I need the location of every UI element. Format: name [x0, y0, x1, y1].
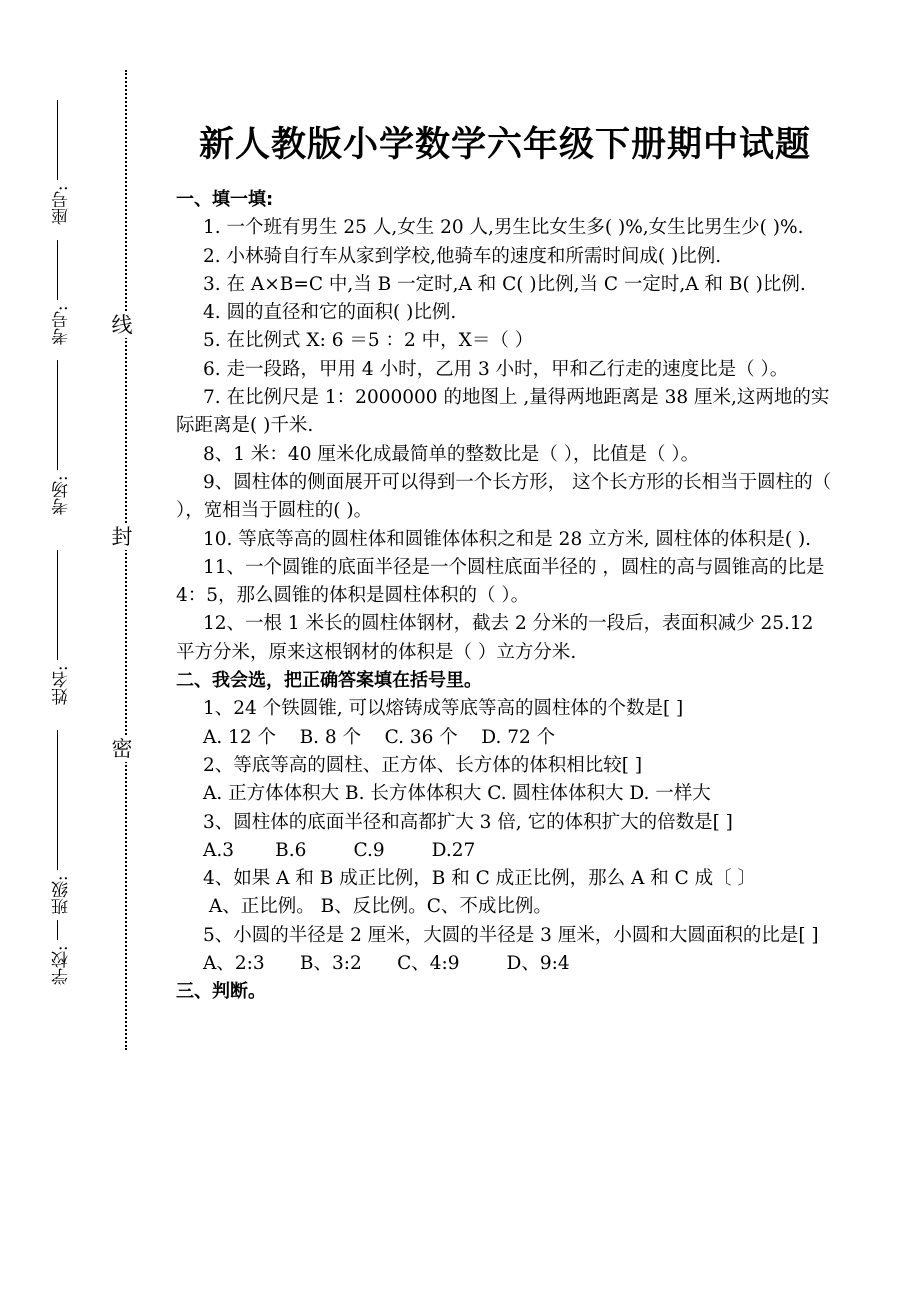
section-1-question-1: 1. 一个班有男生 25 人,女生 20 人,男生比女生多( )%,女生比男生少( )%. [203, 217, 804, 239]
section-1-question-4: 4. 圆的直径和它的面积( )比例. [203, 302, 457, 324]
section-2-question-3: 3、圆柱体的底面半径和高都扩大 3 倍, 它的体积扩大的倍数是[ ] [203, 811, 733, 833]
school-blank[interactable] [57, 920, 59, 940]
section-2-question-4-options: A、正比例。 B、反比例。C、不成比例。 [203, 896, 552, 918]
section-1-question-10: 10. 等底等高的圆柱体和圆锥体体积之和是 28 立方米, 圆柱体的体积是( ). [203, 528, 812, 550]
section-1-question-6: 6. 走一段路，甲用 4 小时，乙用 3 小时，甲和乙行走的速度比是（ ）。 [203, 358, 789, 380]
section-2-question-2-options: A. 正方体体积大 B. 长方体体积大 C. 圆柱体体积大 D. 一样大 [203, 783, 711, 805]
name-label: 姓名: [52, 665, 72, 706]
section-1-question-7: 7. 在比例尺是 1：2000000 的地图上 ,量得两地距离是 38 厘米,这两地的实际距离是( )千米. [176, 387, 830, 437]
seal-char-line: 线 [104, 312, 140, 338]
page-title: 新人教版小学数学六年级下册期中试题 [198, 125, 811, 165]
section-2-question-4: 4、如果 A 和 B 成正比例，B 和 C 成正比例，那么 A 和 C 成〔 〕 [203, 868, 757, 890]
name-blank[interactable] [57, 550, 59, 660]
class-field [42, 730, 82, 915]
section-2-question-5: 5、小圆的半径是 2 厘米，大圆的半径是 3 厘米，小圆和大圆面积的比是[ ] [203, 924, 819, 946]
binding-margin [0, 0, 160, 1302]
exam-body [176, 186, 836, 1007]
seat-blank[interactable] [57, 100, 59, 180]
seal-char-seal: 封 [104, 524, 140, 550]
exam-room-label: 考场: [52, 475, 72, 516]
section-2-question-3-options: A.3 B.6 C.9 D.27 [203, 839, 476, 861]
section-1-question-2: 2. 小林骑自行车从家到学校,他骑车的速度和所需时间成( )比例. [203, 245, 722, 267]
section-1-question-3: 3. 在 A×B=C 中,当 B 一定时,A 和 C( )比例,当 C 一定时,A 和 B( )比例. [203, 273, 806, 295]
section-3-heading: 三、判断。 [176, 981, 266, 1003]
class-blank[interactable] [57, 730, 59, 870]
section-2-question-1-options: A. 12 个 B. 8 个 C. 36 个 D. 72 个 [203, 726, 556, 748]
section-1-question-5: 5. 在比例式 X: 6 ＝5 ：2 中，X＝（ ） [203, 330, 534, 352]
school-label: 学校: [52, 945, 72, 986]
seat-label: 座号: [52, 185, 72, 226]
exam-room-field [42, 360, 82, 515]
name-field [42, 550, 82, 705]
seal-line-dotted [125, 70, 127, 1050]
exam-number-field [42, 240, 82, 345]
exam-number-blank[interactable] [57, 240, 59, 300]
section-1-question-8: 8、1 米：40 厘米化成最简单的整数比是（ ），比值是（ ）。 [203, 443, 700, 465]
class-label: 班级: [52, 875, 72, 916]
section-1-question-9: 9、圆柱体的侧面展开可以得到一个长方形， 这个长方形的长相当于圆柱的（ ），宽相当于圆柱的( )。 [176, 471, 832, 522]
section-1-question-11: 11、一个圆锥的底面半径是一个圆柱底面半径的 ，圆柱的高与圆锥高的比是 4：5，那么圆锥的体积是圆柱体积的（ ）。 [176, 556, 825, 607]
seal-char-secret: 密 [104, 736, 140, 762]
section-2-heading: 二、我会选，把正确答案填在括号里。 [176, 670, 482, 692]
exam-number-label: 考号: [52, 305, 72, 346]
section-1-heading: 一、填一填: [176, 189, 274, 210]
seat-field [42, 100, 82, 225]
section-2-question-5-options: A、2:3 B、3:2 C、4:9 D、9:4 [203, 953, 570, 975]
section-2-question-2: 2、等底等高的圆柱、正方体、长方体的体积相比较[ ] [203, 754, 643, 776]
section-1-question-12: 12、一根 1 米长的圆柱体钢材，截去 2 分米的一段后，表面积减少 25.12 平方分米，原来这根钢材的体积是（ ）立方分米. [176, 613, 814, 663]
section-2-question-1: 1、24 个铁圆锥, 可以熔铸成等底等高的圆柱体的个数是[ ] [203, 698, 684, 720]
school-field [42, 920, 82, 985]
exam-room-blank[interactable] [57, 360, 59, 470]
